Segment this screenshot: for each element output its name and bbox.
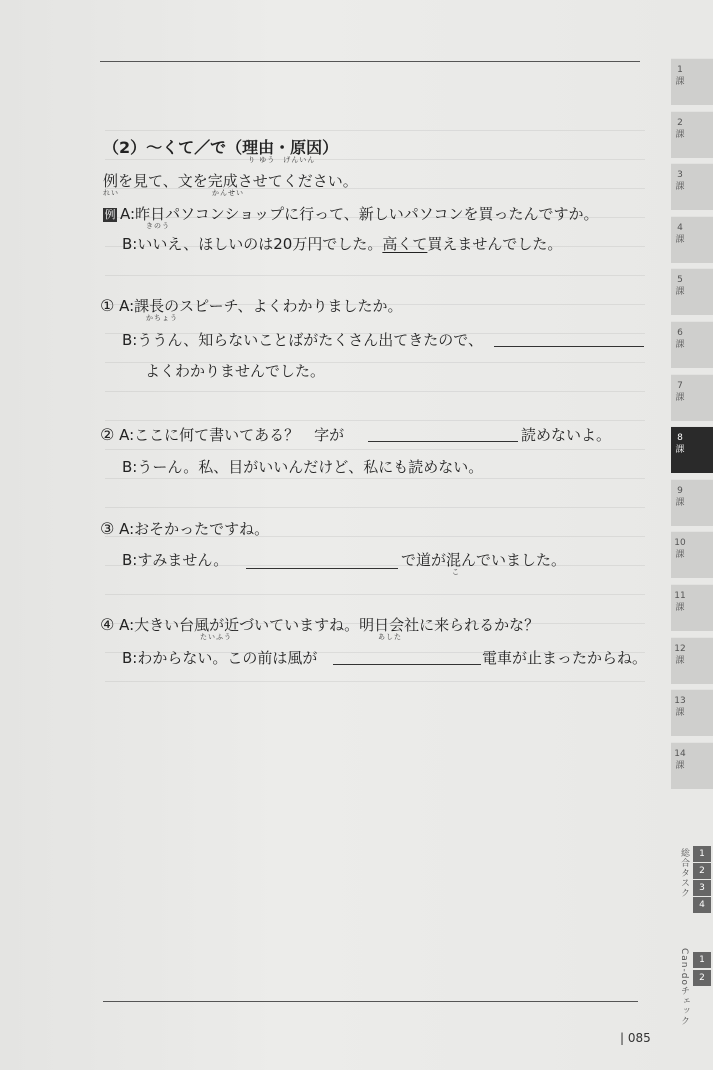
task-number-1[interactable]: 1 <box>693 846 711 862</box>
task-number-3[interactable]: 3 <box>693 880 711 896</box>
instruction-ruby-rei: れい <box>103 189 119 197</box>
instruction-ruby-kansei: かんせい <box>212 189 244 197</box>
chapter-tab-kanji: 課 <box>675 182 685 192</box>
title-ruby: り ゆう げんいん <box>248 156 316 164</box>
chapter-tab-kanji: 課 <box>675 550 685 560</box>
task-label: 総合タスク <box>679 848 689 898</box>
chapter-tab-kanji: 課 <box>675 603 685 613</box>
cando-number-2[interactable]: 2 <box>693 970 711 986</box>
chapter-tab-number: 14 <box>674 749 686 759</box>
chapter-tab-label <box>674 643 686 667</box>
instruction: 例を見て、文を完成させてください。 <box>103 172 358 190</box>
q3-answer-blank[interactable] <box>246 568 398 569</box>
chapter-tab-kanji: 課 <box>675 445 685 455</box>
page-number: | 085 <box>620 1031 651 1045</box>
chapter-tab-number: 11 <box>674 591 686 601</box>
q4-a-ruby-taifu: たいふう <box>200 633 232 641</box>
top-rule <box>100 61 640 62</box>
q3-a-text: A:おそかったですね。 <box>119 520 270 538</box>
chapter-tab-number: 4 <box>677 223 683 233</box>
example-a-ruby: きのう <box>146 222 170 230</box>
chapter-tab-kanji: 課 <box>675 498 685 508</box>
chapter-tab-kanji: 課 <box>675 235 685 245</box>
example-badge: 例 <box>104 208 116 221</box>
example-b-label: B: <box>122 235 138 253</box>
q2-number: ② <box>100 425 115 444</box>
chapter-tab-kanji: 課 <box>675 130 685 140</box>
chapter-tab-number: 7 <box>677 381 683 391</box>
chapter-tab-label <box>674 695 686 719</box>
chapter-tab-number: 2 <box>677 118 683 128</box>
bottom-rule <box>103 1001 638 1002</box>
q1-b-text: B:ううん、知らないことばがたくさん出てきたので、 <box>122 331 483 349</box>
example-a-line <box>103 203 599 224</box>
q4-b-post: 電車が止まったからね。 <box>482 649 648 667</box>
q1-a-text: A:課長のスピーチ、よくわかりましたか。 <box>119 297 403 315</box>
q4-b-pre: B:わからない。この前は風が <box>122 649 318 667</box>
chapter-tab-label <box>674 117 686 141</box>
chapter-tab-kanji: 課 <box>675 761 685 771</box>
task-number-2[interactable]: 2 <box>693 863 711 879</box>
chapter-tab-kanji: 課 <box>675 393 685 403</box>
chapter-tab-number: 12 <box>674 644 686 654</box>
section-title: （2）～くて／で（理由・原因） <box>103 138 339 157</box>
chapter-tab-number: 13 <box>674 696 686 706</box>
q4-a-text: A:大きい台風が近づいていますね。明日会社に来られるかな？ <box>119 616 540 634</box>
example-a-text: 昨日パソコンショップに行って、新しいパソコンを買ったんですか。 <box>135 205 599 223</box>
chapter-tab-number: 1 <box>677 65 683 75</box>
chapter-tab-number: 3 <box>677 170 683 180</box>
q2-a-post: 読めないよ。 <box>521 426 612 444</box>
q4-a-line <box>100 614 539 635</box>
example-b-line <box>122 233 562 254</box>
q3-b-post: で道が混んでいました。 <box>401 551 567 569</box>
q2-answer-blank[interactable] <box>368 441 518 442</box>
chapter-tab-number: 5 <box>677 275 683 285</box>
q3-number: ③ <box>100 519 115 538</box>
q2-b-text: B:うーん。私、目がいいんだけど、私にも読めない。 <box>122 458 484 476</box>
q3-b-pre: B:すみません。 <box>122 551 229 569</box>
chapter-tab-kanji: 課 <box>675 340 685 350</box>
q3-b-ruby: こ <box>452 568 460 576</box>
chapter-tab-label <box>674 64 686 88</box>
q2-a-pre: A:ここに何て書いてある？ 字が <box>119 426 345 444</box>
q2-a-line <box>100 424 344 445</box>
chapter-tab-label <box>674 537 686 561</box>
chapter-tab-label <box>674 485 686 509</box>
q1-number: ① <box>100 296 115 315</box>
chapter-tab-label <box>674 327 686 351</box>
chapter-tab-kanji: 課 <box>675 77 685 87</box>
chapter-tab-label <box>674 169 686 193</box>
chapter-tab-label <box>674 222 686 246</box>
q3-a-line <box>100 518 269 539</box>
chapter-tab-label <box>674 274 686 298</box>
chapter-tab-number: 10 <box>674 538 686 548</box>
chapter-tab-label <box>674 380 686 404</box>
chapter-tab-label <box>674 590 686 614</box>
q4-answer-blank[interactable] <box>333 664 481 665</box>
chapter-tab-number: 9 <box>677 486 683 496</box>
q4-a-ruby-ashita: あした <box>378 633 402 641</box>
chapter-tab-kanji: 課 <box>675 656 685 666</box>
example-b-text-pre: いいえ、ほしいのは20万円でした。 <box>137 235 383 253</box>
cando-number-1[interactable]: 1 <box>693 952 711 968</box>
chapter-tab-number: 6 <box>677 328 683 338</box>
q4-number: ④ <box>100 615 115 634</box>
q1-a-ruby: かちょう <box>146 314 178 322</box>
example-a-label: A: <box>120 205 136 223</box>
chapter-tab-kanji: 課 <box>675 287 685 297</box>
chapter-tab-label <box>674 748 686 772</box>
q1-b-cont: よくわかりませんでした。 <box>145 362 326 380</box>
chapter-tab-label <box>674 432 686 456</box>
chapter-tab-kanji: 課 <box>675 708 685 718</box>
cando-label: Can-doチェック <box>679 948 689 1026</box>
chapter-tab-number: 8 <box>677 433 683 443</box>
q1-answer-blank[interactable] <box>494 346 644 347</box>
example-b-text-post: 買えませんでした。 <box>427 235 563 253</box>
example-answer: 高くて <box>382 235 428 253</box>
task-number-4[interactable]: 4 <box>693 897 711 913</box>
